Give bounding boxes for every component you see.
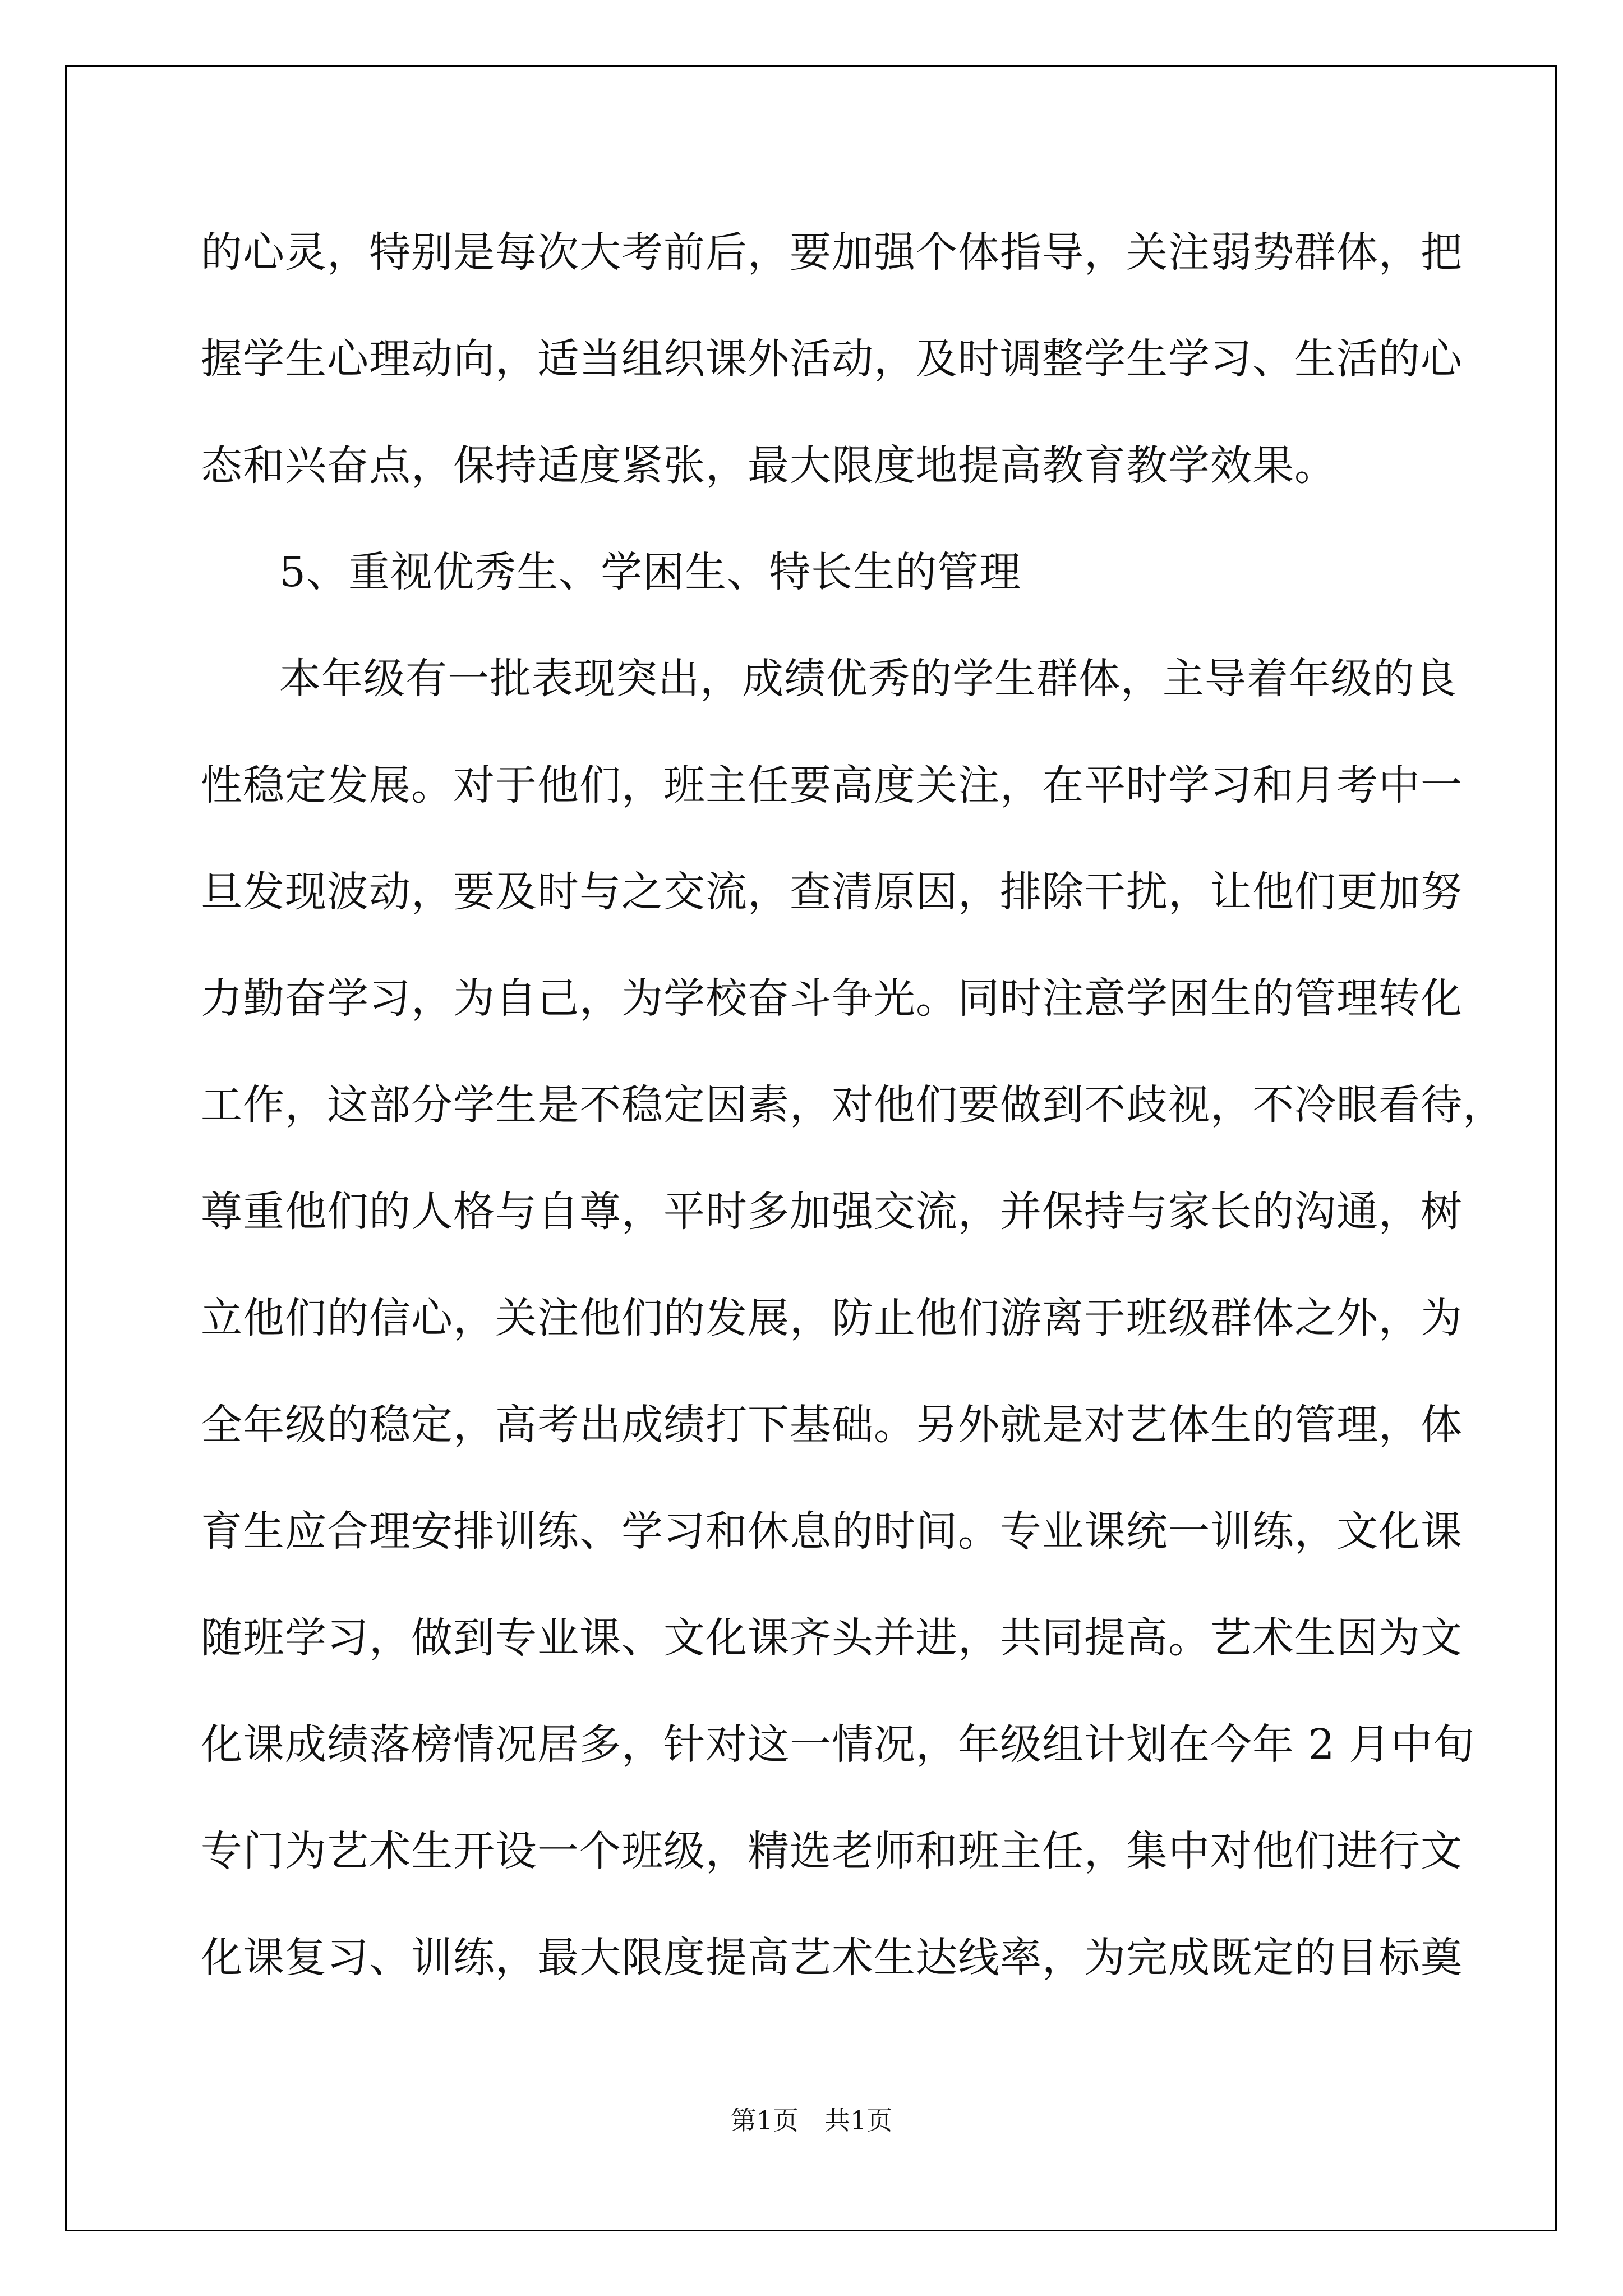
paragraph-line: 工作，这部分学生是不稳定因素，对他们要做到不歧视，不冷眼看待， xyxy=(201,1081,1505,1129)
paragraph-line: 的心灵，特别是每次大考前后，要加强个体指导，关注弱势群体，把 xyxy=(201,228,1463,277)
paragraph-line: 育生应合理安排训练、学习和休息的时间。专业课统一训练，文化课 xyxy=(201,1507,1463,1556)
paragraph-line: 专门为艺术生开设一个班级，精选老师和班主任，集中对他们进行文 xyxy=(201,1827,1463,1875)
paragraph-line: 旦发现波动，要及时与之交流，查清原因，排除干扰，让他们更加努 xyxy=(201,868,1463,916)
paragraph-line: 立他们的信心，关注他们的发展，防止他们游离于班级群体之外，为 xyxy=(201,1294,1463,1342)
paragraph-line: 态和兴奋点，保持适度紧张，最大限度地提高教育教学效果。 xyxy=(201,441,1336,490)
paragraph-line: 全年级的稳定，高考出成绩打下基础。另外就是对艺体生的管理，体 xyxy=(201,1401,1463,1449)
paragraph-line: 性稳定发展。对于他们，班主任要高度关注，在平时学习和月考中一 xyxy=(201,761,1463,809)
page-number-footer: 第1页 共1页 xyxy=(730,2105,893,2136)
paragraph-line: 随班学习，做到专业课、文化课齐头并进，共同提高。艺术生因为文 xyxy=(201,1614,1463,1662)
paragraph-line: 力勤奋学习，为自己，为学校奋斗争光。同时注意学困生的管理转化 xyxy=(201,974,1463,1023)
paragraph-line: 本年级有一批表现突出，成绩优秀的学生群体，主导着年级的良 xyxy=(279,655,1457,703)
paragraph-line: 握学生心理动向，适当组织课外活动，及时调整学生学习、生活的心 xyxy=(201,335,1463,383)
paragraph-line: 化课成绩落榜情况居多，针对这一情况，年级组计划在今年 2 月中旬 xyxy=(201,1720,1476,1769)
paragraph-line: 化课复习、训练，最大限度提高艺术生达线率，为完成既定的目标奠 xyxy=(201,1934,1463,1982)
section-heading: 5、重视优秀生、学困生、特长生的管理 xyxy=(279,548,1022,596)
paragraph-line: 尊重他们的人格与自尊，平时多加强交流，并保持与家长的沟通，树 xyxy=(201,1188,1463,1236)
